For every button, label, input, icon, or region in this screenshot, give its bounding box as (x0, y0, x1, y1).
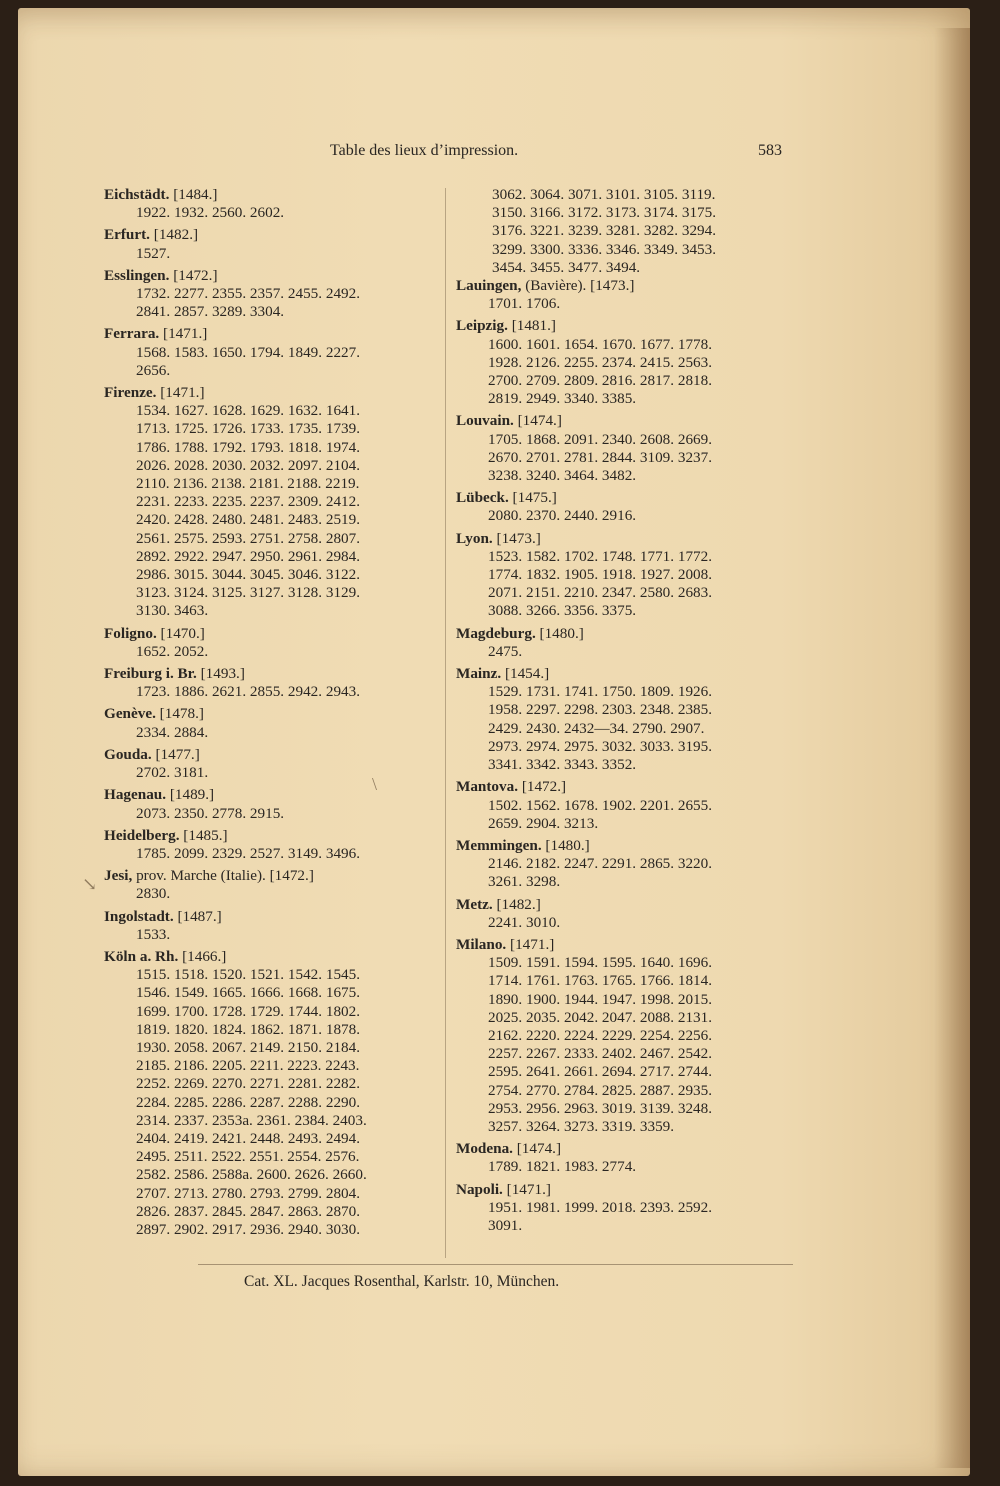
index-entry (104, 226, 444, 262)
entry-heading (104, 746, 444, 764)
catalog-numbers-line: 1928. 2126. 2255. 2374. 2415. 2563. (488, 353, 713, 371)
catalog-numbers-line: 1515. 1518. 1520. 1521. 1542. 1545. (136, 966, 361, 984)
index-entry (456, 896, 801, 932)
entry-heading (104, 665, 444, 683)
print-date: [1474.] (517, 412, 562, 430)
catalog-numbers-line: 3341. 3342. 3343. 3352. (488, 756, 637, 774)
footer-imprint: Cat. XL. Jacques Rosenthal, Karlstr. 10, München. (244, 1273, 560, 1290)
catalog-numbers-line: 2702. 3181. (136, 764, 209, 782)
continuation-block (456, 186, 801, 277)
catalog-numbers-line: 1723. 1886. 2621. 2855. 2942. 2943. (136, 683, 361, 701)
catalog-numbers-line: 3299. 3300. 3336. 3346. 3349. 3453. (492, 240, 717, 258)
catalog-numbers-line: 2420. 2428. 2480. 2481. 2483. 2519. (136, 511, 361, 529)
entry-heading (456, 277, 801, 295)
catalog-numbers-line: 2495. 2511. 2522. 2551. 2554. 2576. (136, 1148, 360, 1166)
catalog-numbers-line: 2561. 2575. 2593. 2751. 2758. 2807. (136, 529, 361, 547)
entry-heading (456, 1140, 801, 1158)
place-name: Jesi, (104, 867, 133, 885)
index-entry (456, 625, 801, 661)
entry-heading (104, 705, 444, 723)
entry-heading (104, 948, 444, 966)
catalog-numbers-line: 1705. 1868. 2091. 2340. 2608. 2669. (488, 430, 713, 448)
index-entry (456, 530, 801, 621)
entry-heading (104, 186, 444, 204)
catalog-numbers-line: 2659. 2904. 3213. (488, 814, 599, 832)
catalog-numbers-line: 3091. (488, 1216, 523, 1234)
place-name: Lauingen, (456, 277, 522, 295)
entry-heading (104, 384, 444, 402)
print-date: [1474.] (516, 1140, 562, 1158)
catalog-numbers-line: 2110. 2136. 2138. 2181. 2188. 2219. (136, 475, 360, 493)
place-name: Ferrara. (104, 325, 160, 343)
catalog-numbers-line: 1958. 2297. 2298. 2303. 2348. 2385. (488, 701, 713, 719)
catalog-page (18, 8, 970, 1476)
catalog-numbers-line: 3123. 3124. 3125. 3127. 3128. 3129. (136, 584, 361, 602)
place-name: Milano. (456, 935, 507, 953)
catalog-numbers-line: 3176. 3221. 3239. 3281. 3282. 3294. (492, 222, 717, 240)
place-note: prov. Marche (Italie). (136, 867, 266, 885)
place-name: Erfurt. (104, 226, 150, 244)
index-entry (104, 186, 444, 222)
index-entry (104, 786, 444, 822)
running-header (18, 142, 970, 166)
catalog-numbers-line: 1819. 1820. 1824. 1862. 1871. 1878. (136, 1020, 361, 1038)
right-column (456, 186, 801, 1239)
print-date: [1454.] (504, 665, 550, 683)
index-entry (456, 778, 801, 833)
index-entry (104, 625, 444, 661)
catalog-numbers-line: 1774. 1832. 1905. 1918. 1927. 2008. (488, 566, 713, 584)
catalog-numbers-line: 2073. 2350. 2778. 2915. (136, 804, 285, 822)
index-entry (456, 277, 801, 313)
catalog-numbers-line: 2071. 2151. 2210. 2347. 2580. 2683. (488, 584, 713, 602)
place-name: Firenze. (104, 384, 157, 402)
catalog-numbers-line: 1930. 2058. 2067. 2149. 2150. 2184. (136, 1038, 361, 1056)
entry-heading (456, 936, 801, 954)
pencil-mark: \ (372, 774, 378, 794)
catalog-numbers-line: 2892. 2922. 2947. 2950. 2961. 2984. (136, 547, 361, 565)
catalog-numbers-line: 2146. 2182. 2247. 2291. 2865. 3220. (488, 855, 713, 873)
catalog-numbers-line: 2826. 2837. 2845. 2847. 2863. 2870. (136, 1202, 361, 1220)
catalog-numbers-line: 2656. (136, 361, 171, 379)
place-name: Genève. (104, 705, 156, 723)
catalog-numbers-line: 1922. 1932. 2560. 2602. (136, 204, 285, 222)
catalog-numbers-line: 1502. 1562. 1678. 1902. 2201. 2655. (488, 796, 713, 814)
print-date: [1481.] (511, 317, 556, 335)
left-column (104, 186, 444, 1243)
index-entry (456, 936, 801, 1136)
catalog-numbers-line: 2025. 2035. 2042. 2047. 2088. 2131. (488, 1008, 713, 1026)
catalog-numbers-line: 2241. 3010. (488, 913, 561, 931)
index-entry (456, 412, 801, 485)
place-name: Ingolstadt. (104, 907, 174, 925)
index-entry (104, 267, 444, 322)
catalog-numbers-line: 2754. 2770. 2784. 2825. 2887. 2935. (488, 1081, 713, 1099)
catalog-numbers-line: 1701. 1706. (488, 295, 561, 313)
catalog-numbers-line: 1951. 1981. 1999. 2018. 2393. 2592. (488, 1198, 713, 1216)
entry-heading (104, 625, 444, 643)
place-name: Köln a. Rh. (104, 947, 179, 965)
index-entry (104, 746, 444, 782)
entry-heading (456, 317, 801, 335)
print-date: [1482.] (496, 895, 541, 913)
print-date: [1493.] (200, 665, 245, 683)
print-date: [1470.] (160, 624, 205, 642)
catalog-numbers-line: 3088. 3266. 3356. 3375. (488, 602, 637, 620)
page-title: Table des lieux d’impression. (330, 142, 519, 159)
print-date: [1466.] (182, 947, 227, 965)
print-date: [1478.] (159, 705, 204, 723)
catalog-numbers-line: 2670. 2701. 2781. 2844. 3109. 3237. (488, 448, 713, 466)
place-name: Magdeburg. (456, 624, 536, 642)
place-name: Mainz. (456, 665, 502, 683)
place-name: Gouda. (104, 745, 152, 763)
print-date: [1471.] (160, 384, 205, 402)
index-entry (104, 908, 444, 944)
entry-heading (456, 625, 801, 643)
index-entry (456, 1140, 801, 1176)
index-entry (456, 665, 801, 774)
index-entry (104, 325, 444, 380)
catalog-numbers-line: 2973. 2974. 2975. 3032. 3033. 3195. (488, 737, 713, 755)
catalog-numbers-line: 1786. 1788. 1792. 1793. 1818. 1974. (136, 438, 361, 456)
entry-heading (456, 412, 801, 430)
place-name: Napoli. (456, 1180, 503, 1198)
print-date: [1480.] (539, 624, 584, 642)
entry-heading (104, 867, 444, 885)
place-note: (Bavière). (525, 277, 587, 295)
place-name: Eichstädt. (104, 186, 170, 203)
print-date: [1473.] (590, 277, 635, 295)
catalog-numbers-line: 2707. 2713. 2780. 2793. 2799. 2804. (136, 1184, 361, 1202)
print-date: [1484.] (173, 186, 218, 203)
place-name: Modena. (456, 1140, 513, 1158)
catalog-numbers-line: 1527. (136, 244, 171, 262)
place-name: Louvain. (456, 412, 514, 430)
print-date: [1489.] (169, 786, 215, 804)
entry-heading (456, 1181, 801, 1199)
catalog-numbers-line: 1529. 1731. 1741. 1750. 1809. 1926. (488, 683, 713, 701)
entry-heading (104, 325, 444, 343)
catalog-numbers-line: 1523. 1582. 1702. 1748. 1771. 1772. (488, 547, 713, 565)
place-name: Memmingen. (456, 836, 542, 854)
catalog-numbers-line: 2582. 2586. 2588a. 2600. 2626. 2660. (136, 1166, 367, 1184)
entry-heading (456, 896, 801, 914)
catalog-numbers-line: 1652. 2052. (136, 642, 209, 660)
place-name: Foligno. (104, 624, 157, 642)
index-entry (104, 827, 444, 863)
place-name: Lyon. (456, 529, 493, 547)
catalog-numbers-line: 2819. 2949. 3340. 3385. (488, 390, 637, 408)
catalog-numbers-line: 2252. 2269. 2270. 2271. 2281. 2282. (136, 1075, 361, 1093)
catalog-numbers-line: 1785. 2099. 2329. 2527. 3149. 3496. (136, 844, 361, 862)
index-entry (104, 705, 444, 741)
print-date: [1475.] (512, 489, 557, 507)
entry-heading (104, 226, 444, 244)
print-date: [1471.] (163, 325, 208, 343)
catalog-numbers-line: 3238. 3240. 3464. 3482. (488, 467, 637, 485)
index-entry (456, 837, 801, 892)
catalog-numbers-line: 1713. 1725. 1726. 1733. 1735. 1739. (136, 420, 361, 438)
print-date: [1477.] (155, 745, 200, 763)
catalog-numbers-line: 2986. 3015. 3044. 3045. 3046. 3122. (136, 566, 361, 584)
catalog-numbers-line: 1546. 1549. 1665. 1666. 1668. 1675. (136, 984, 361, 1002)
catalog-numbers-line: 3454. 3455. 3477. 3494. (492, 258, 641, 276)
print-date: [1472.] (521, 778, 567, 796)
index-entry (104, 867, 444, 903)
index-entry (456, 317, 801, 408)
catalog-numbers-line: 2475. (488, 642, 523, 660)
print-date: [1472.] (269, 867, 314, 885)
place-name: Hagenau. (104, 786, 167, 804)
print-date: [1472.] (173, 266, 218, 284)
catalog-numbers-line: 1699. 1700. 1728. 1729. 1744. 1802. (136, 1002, 361, 1020)
entry-heading (104, 908, 444, 926)
entry-heading (104, 267, 444, 285)
catalog-numbers-line: 1568. 1583. 1650. 1794. 1849. 2227. (136, 343, 361, 361)
catalog-numbers-line: 2334. 2884. (136, 723, 209, 741)
catalog-numbers-line: 2314. 2337. 2353a. 2361. 2384. 2403. (136, 1111, 367, 1129)
index-entry (104, 384, 444, 621)
catalog-numbers-line: 3257. 3264. 3273. 3319. 3359. (488, 1117, 675, 1135)
catalog-numbers-line: 2429. 2430. 2432—34. 2790. 2907. (488, 719, 705, 737)
entry-heading (456, 530, 801, 548)
place-name: Mantova. (456, 778, 519, 796)
page-edge-shadow (934, 28, 970, 1468)
catalog-numbers-line: 2284. 2285. 2286. 2287. 2288. 2290. (136, 1093, 361, 1111)
catalog-numbers-line: 2830. (136, 885, 171, 903)
catalog-numbers-line: 1714. 1761. 1763. 1765. 1766. 1814. (488, 972, 713, 990)
entry-heading (456, 837, 801, 855)
catalog-numbers-line: 1534. 1627. 1628. 1629. 1632. 1641. (136, 402, 361, 420)
catalog-numbers-line: 2080. 2370. 2440. 2916. (488, 507, 637, 525)
catalog-numbers-line: 1533. (136, 925, 171, 943)
pencil-arrow-mark: ↘ (82, 874, 98, 894)
place-name: Freiburg i. Br. (104, 665, 197, 683)
catalog-numbers-line: 2953. 2956. 2963. 3019. 3139. 3248. (488, 1099, 713, 1117)
catalog-numbers-line: 3062. 3064. 3071. 3101. 3105. 3119. (492, 186, 716, 203)
index-entry (104, 665, 444, 701)
print-date: [1487.] (177, 907, 222, 925)
footer-rule (198, 1264, 793, 1265)
print-date: [1473.] (496, 529, 541, 547)
print-date: [1485.] (183, 826, 228, 844)
entry-heading (456, 665, 801, 683)
catalog-numbers-line: 1789. 1821. 1983. 2774. (488, 1158, 637, 1176)
catalog-numbers-line: 2185. 2186. 2205. 2211. 2223. 2243. (136, 1057, 360, 1075)
entry-heading (456, 489, 801, 507)
place-name: Esslingen. (104, 266, 170, 284)
place-name: Leipzig. (456, 317, 508, 335)
catalog-numbers-line: 2162. 2220. 2224. 2229. 2254. 2256. (488, 1026, 713, 1044)
print-date: [1471.] (510, 935, 555, 953)
catalog-numbers-line: 2595. 2641. 2661. 2694. 2717. 2744. (488, 1063, 713, 1081)
index-entry (456, 1181, 801, 1236)
catalog-numbers-line: 1509. 1591. 1594. 1595. 1640. 1696. (488, 954, 713, 972)
print-date: [1482.] (153, 226, 199, 244)
place-name: Metz. (456, 895, 493, 913)
entry-heading (456, 778, 801, 796)
index-entry (104, 948, 444, 1239)
catalog-numbers-line: 3261. 3298. (488, 873, 561, 891)
place-name: Heidelberg. (104, 826, 180, 844)
catalog-numbers-line: 1600. 1601. 1654. 1670. 1677. 1778. (488, 335, 713, 353)
print-date: [1480.] (545, 836, 590, 854)
catalog-numbers-line: 1890. 1900. 1944. 1947. 1998. 2015. (488, 990, 713, 1008)
catalog-numbers-line: 2897. 2902. 2917. 2936. 2940. 3030. (136, 1220, 361, 1238)
catalog-numbers-line: 3130. 3463. (136, 602, 209, 620)
entry-heading (104, 786, 444, 804)
place-name: Lübeck. (456, 489, 509, 507)
entry-heading (104, 827, 444, 845)
catalog-numbers-line: 2700. 2709. 2809. 2816. 2817. 2818. (488, 372, 713, 390)
catalog-numbers-line: 1732. 2277. 2355. 2357. 2455. 2492. (136, 285, 361, 303)
print-date: [1471.] (506, 1180, 551, 1198)
index-entry (456, 489, 801, 525)
catalog-numbers-line: 2257. 2267. 2333. 2402. 2467. 2542. (488, 1045, 713, 1063)
catalog-numbers-line: 3150. 3166. 3172. 3173. 3174. 3175. (492, 204, 717, 222)
catalog-numbers-line: 2026. 2028. 2030. 2032. 2097. 2104. (136, 456, 361, 474)
catalog-numbers-line: 2404. 2419. 2421. 2448. 2493. 2494. (136, 1129, 361, 1147)
catalog-numbers-line: 2841. 2857. 3289. 3304. (136, 303, 285, 321)
page-number: 583 (758, 142, 782, 159)
column-divider (445, 188, 446, 1258)
catalog-numbers-line: 2231. 2233. 2235. 2237. 2309. 2412. (136, 493, 361, 511)
